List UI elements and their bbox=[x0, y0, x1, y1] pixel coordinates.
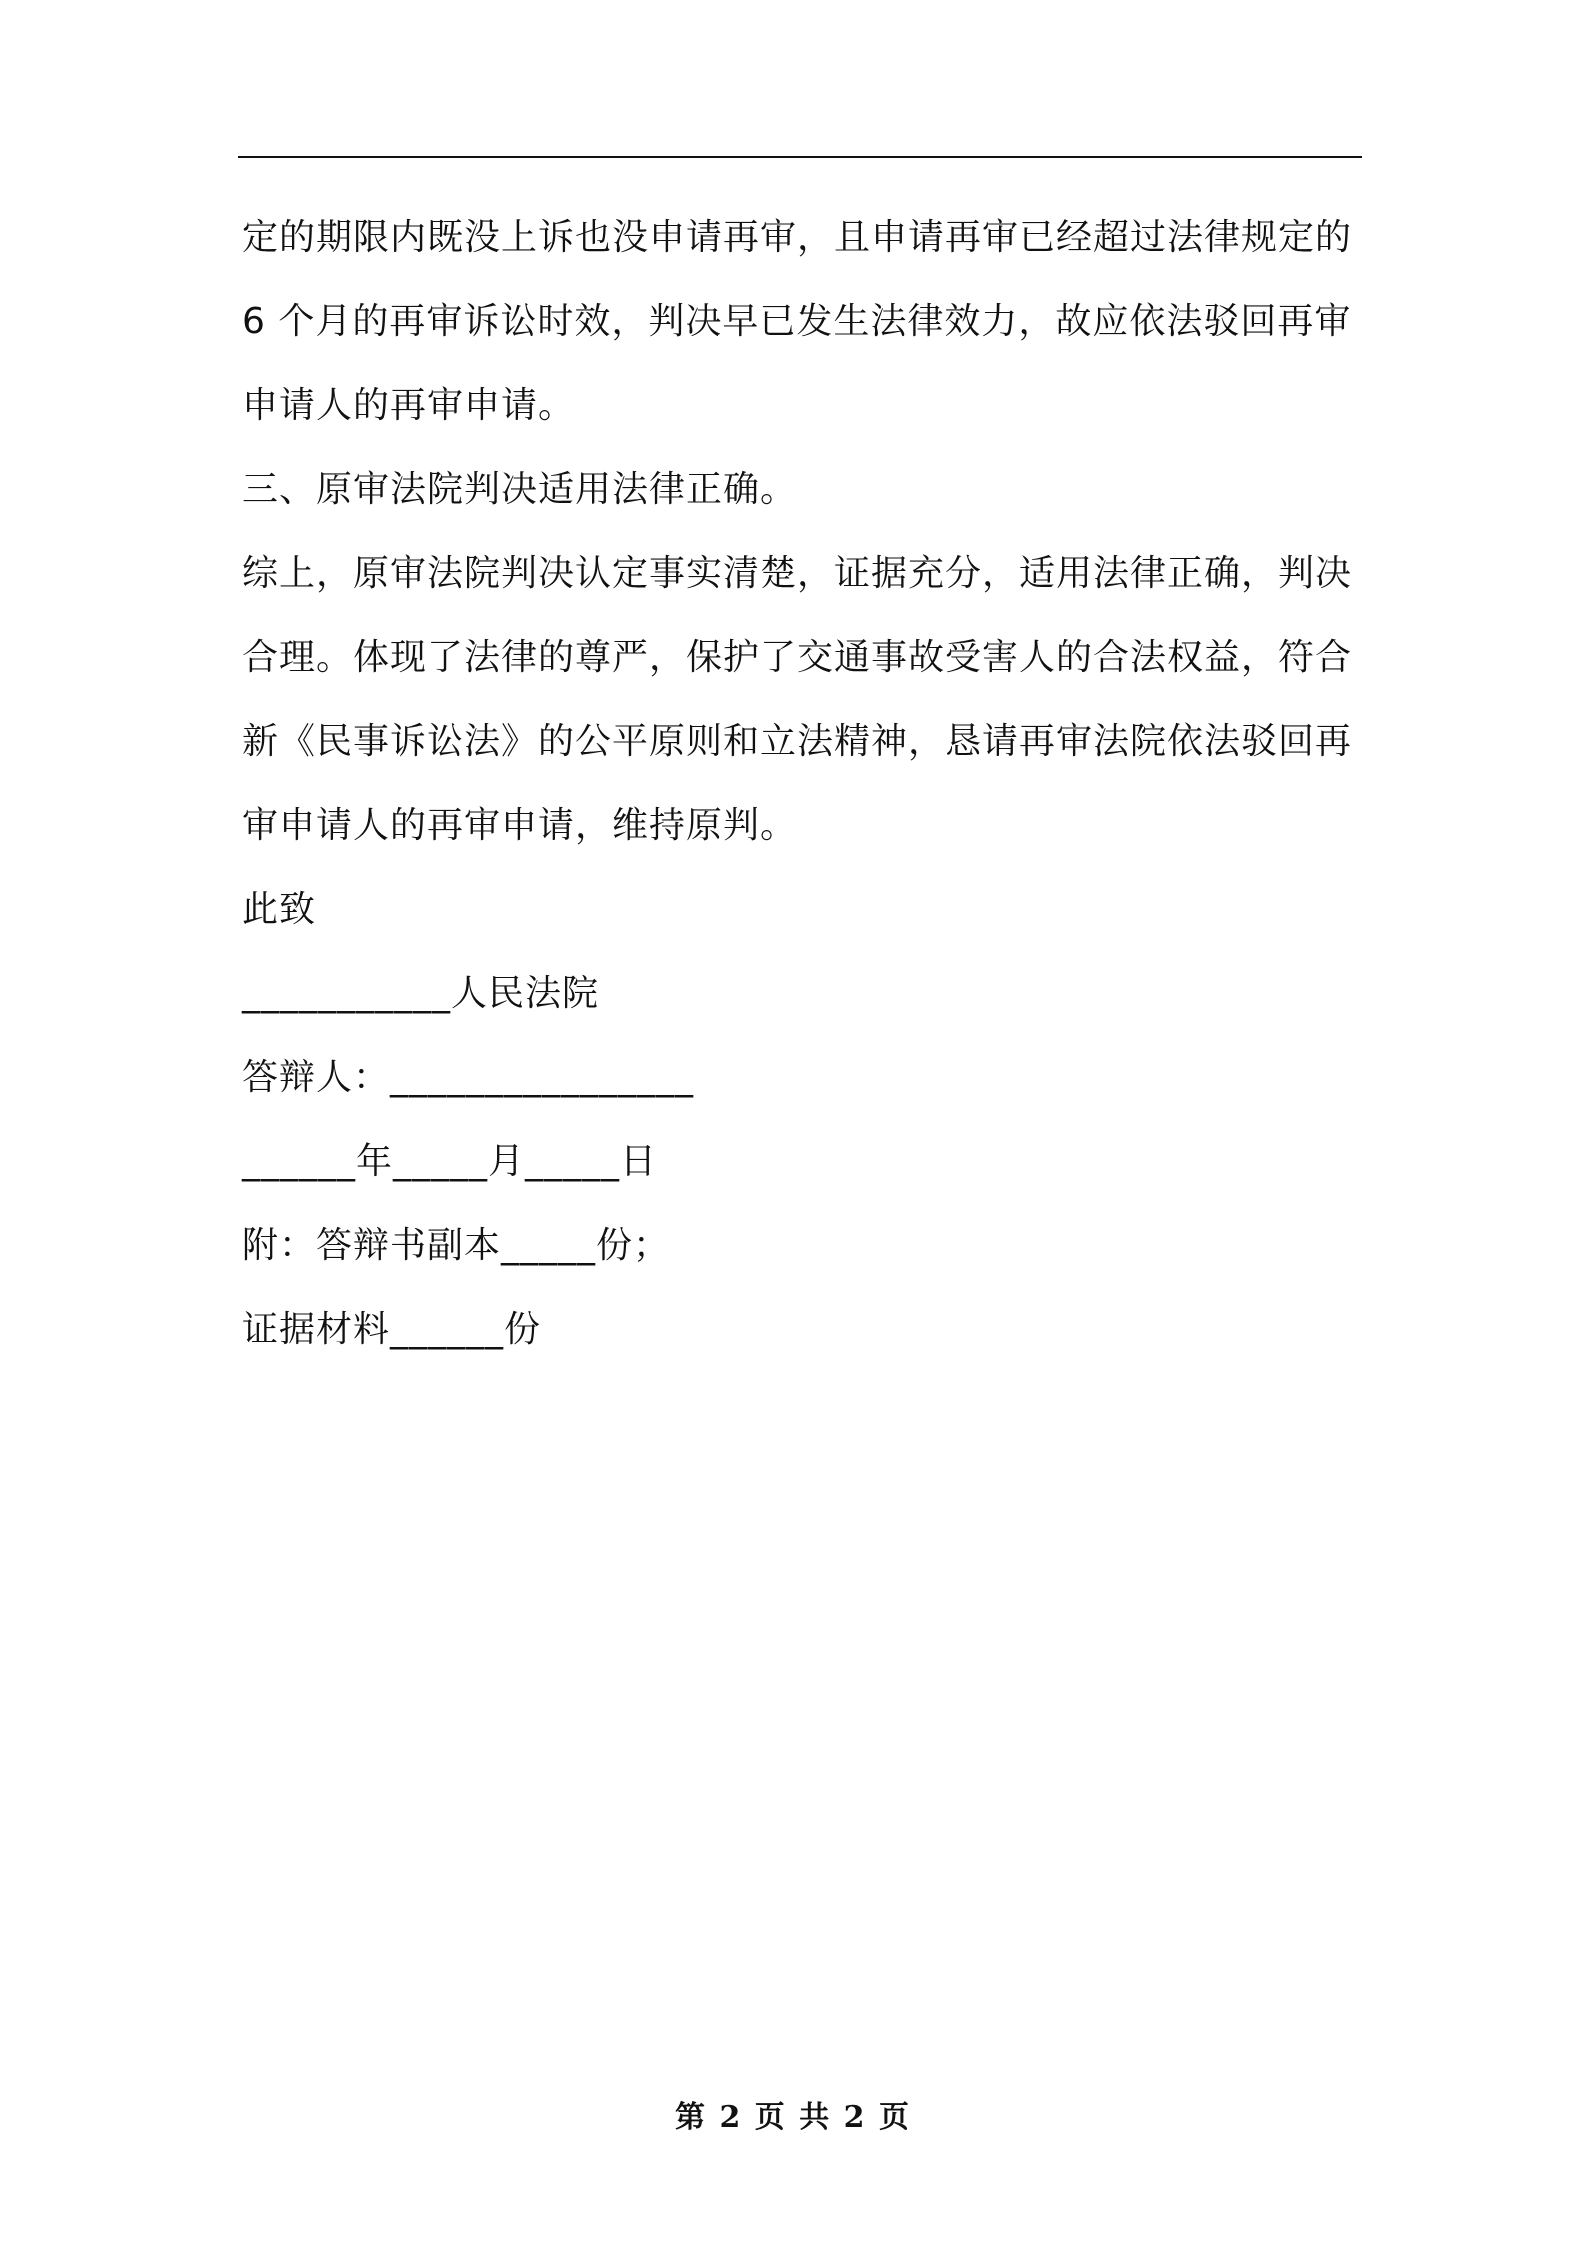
body-line: 申请人的再审申请。 bbox=[242, 385, 576, 426]
date-field: ______年_____月_____日 bbox=[242, 1141, 658, 1182]
evidence-field: 证据材料______份 bbox=[242, 1309, 542, 1350]
court-field: ___________人民法院 bbox=[242, 973, 600, 1014]
body-line: 新《民事诉讼法》的公平原则和立法精神，恳请再审法院依法驳回再 bbox=[242, 721, 1353, 762]
salutation: 此致 bbox=[242, 889, 317, 930]
page-number: 第 2 页 共 2 页 bbox=[675, 2100, 911, 2135]
body-line: 定的期限内既没上诉也没申请再审，且申请再审已经超过法律规定的 bbox=[242, 217, 1353, 258]
section-heading: 三、原审法院判决适用法律正确。 bbox=[242, 469, 798, 510]
respondent-field: 答辩人：________________ bbox=[242, 1057, 695, 1098]
body-line: 审申请人的再审申请，维持原判。 bbox=[242, 805, 798, 846]
attachment-copies-field: 附：答辩书副本_____份； bbox=[242, 1225, 671, 1266]
document-body bbox=[242, 196, 1362, 1372]
body-line: 合理。体现了法律的尊严，保护了交通事故受害人的合法权益，符合 bbox=[242, 637, 1353, 678]
body-line: 6 个月的再审诉讼时效，判决早已发生法律效力，故应依法驳回再审 bbox=[242, 301, 1352, 342]
header-rule bbox=[238, 156, 1362, 158]
body-line: 综上，原审法院判决认定事实清楚，证据充分，适用法律正确，判决 bbox=[242, 553, 1353, 594]
